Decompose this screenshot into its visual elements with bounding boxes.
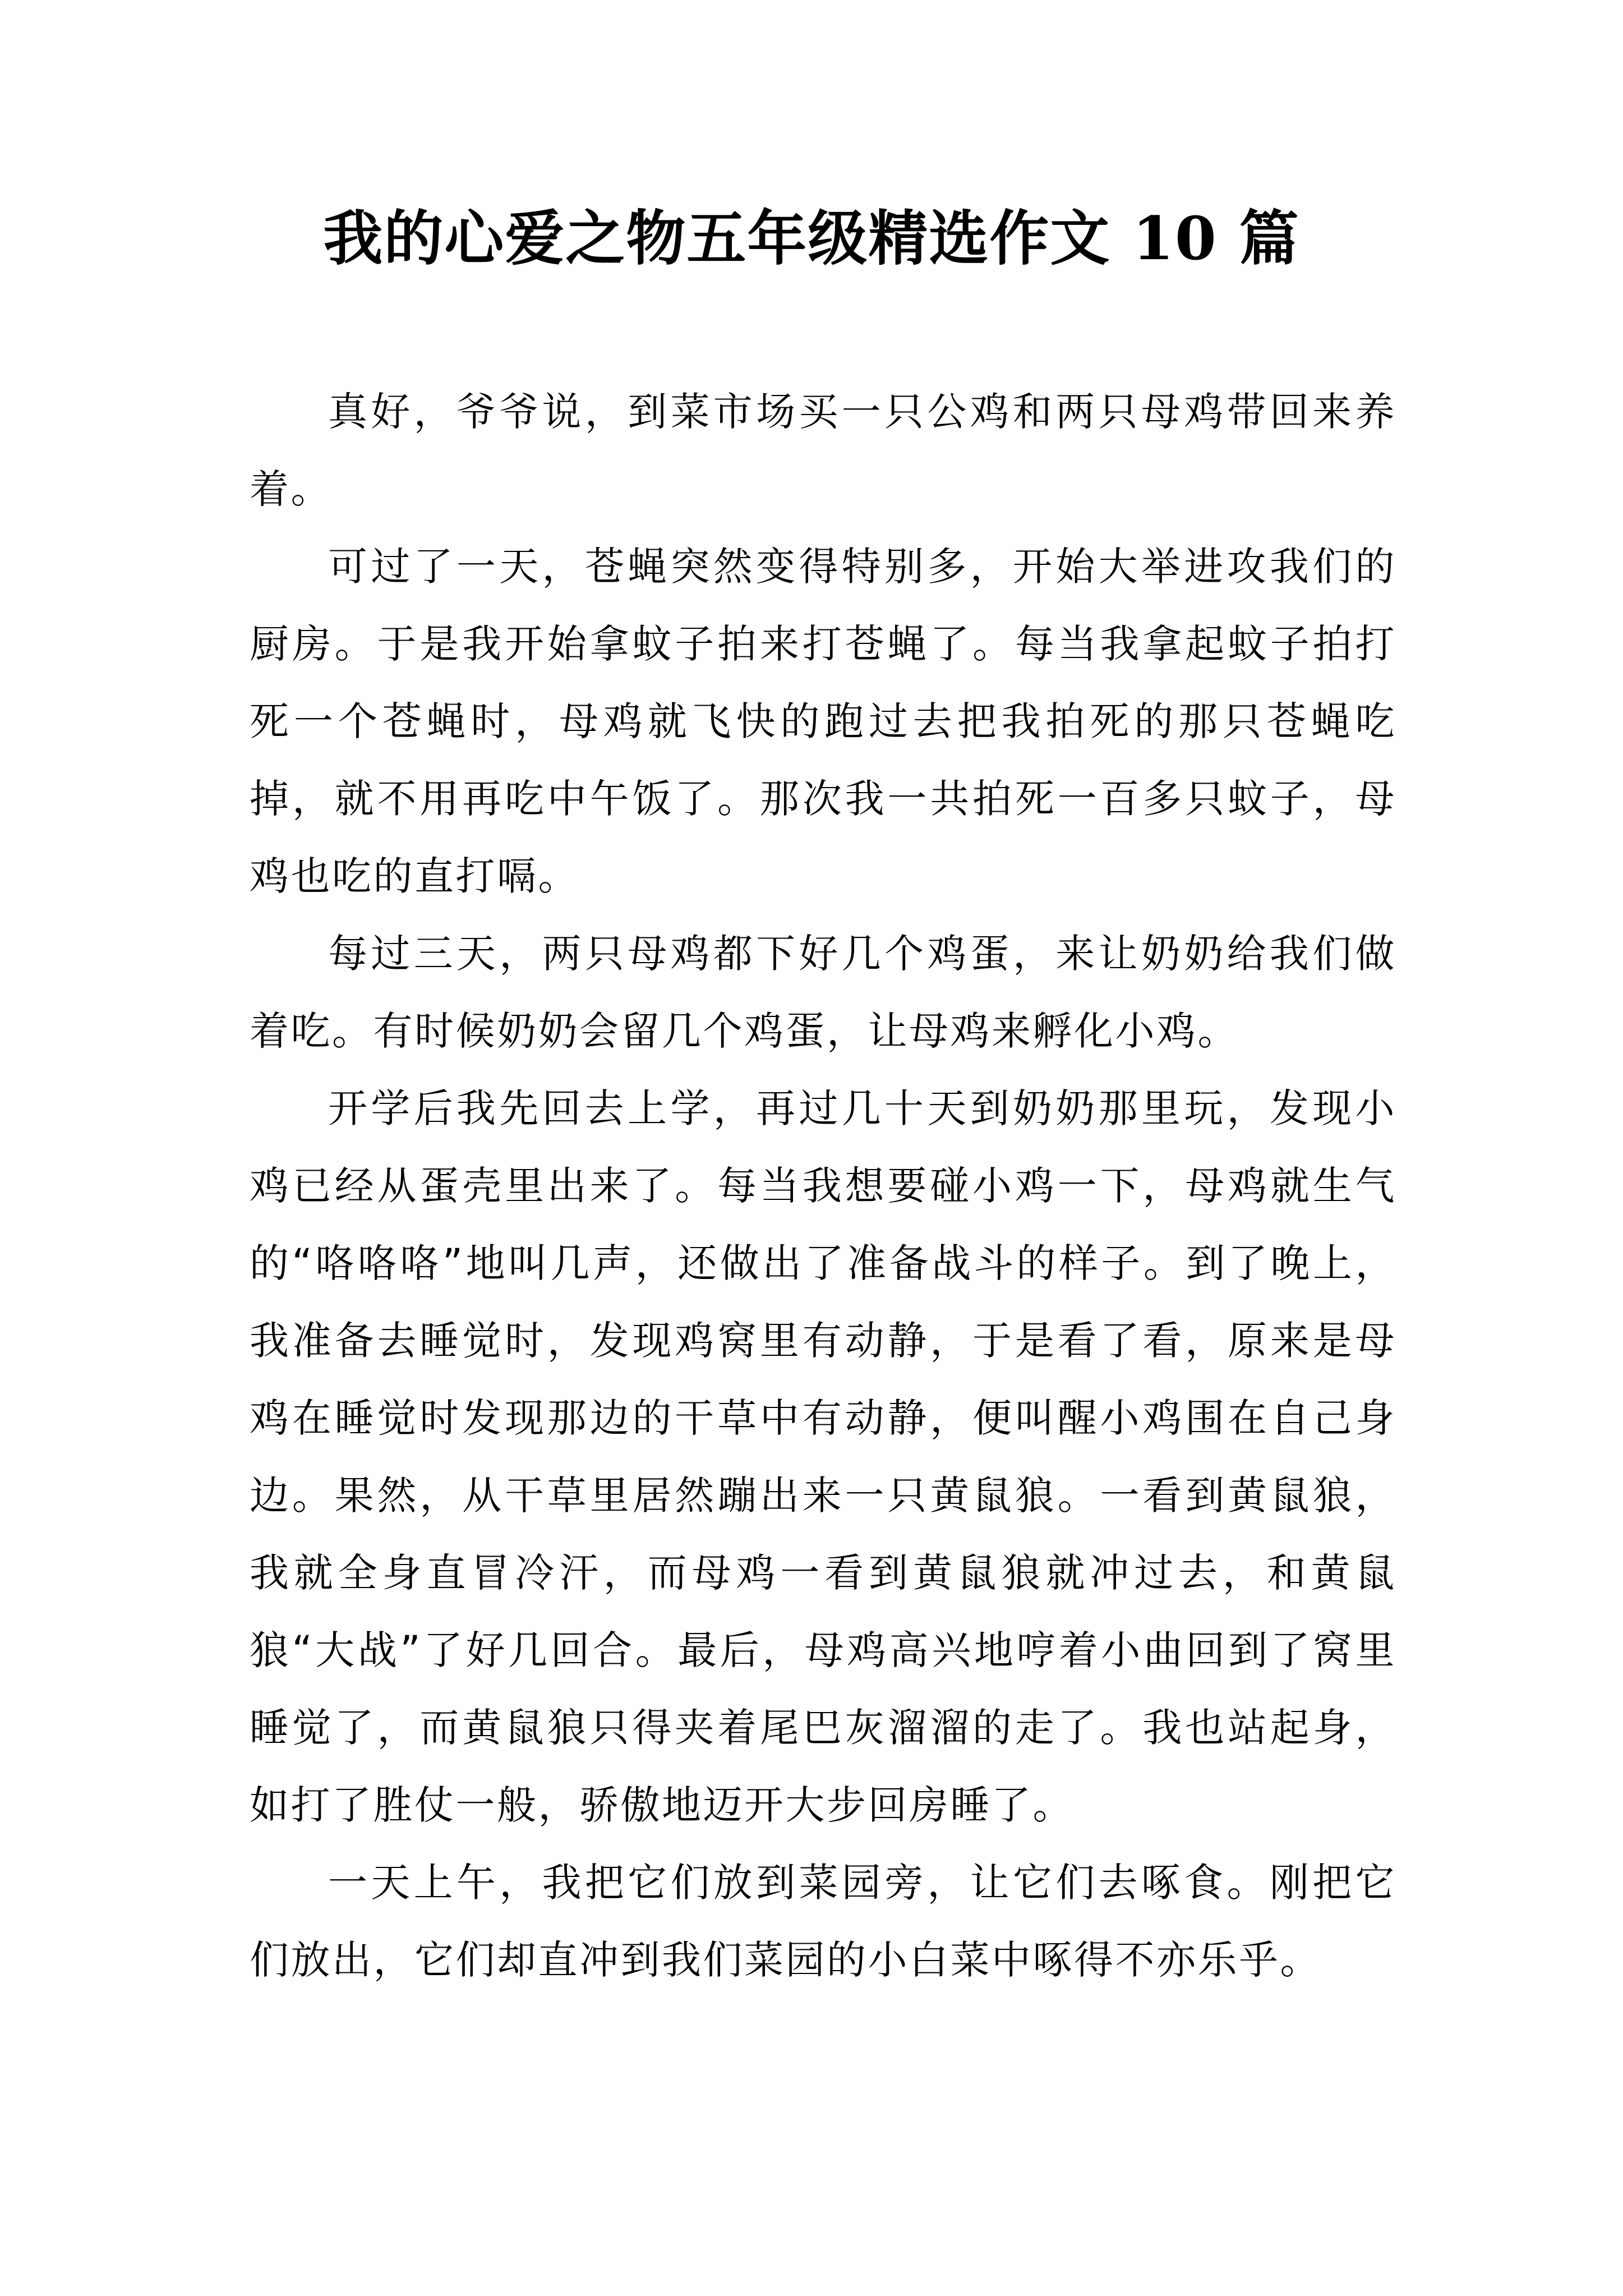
paragraph: 开学后我先回去上学，再过几十天到奶奶那里玩，发现小鸡已经从蛋壳里出来了。每当我想要碰小鸡一下，母鸡就生气的“咯咯咯”地叫几声，还做出了准备战斗的样子。到了晚上，我准备去睡觉时，发现鸡窝里有动静，于是看了看，原来是母鸡在睡觉时发现那边的干草中有动静，便叫醒小鸡围在自己身边。果然，从干草里居然蹦出来一只黄鼠狼。一看到黄鼠狼，我就全身直冒冷汗，而母鸡一看到黄鼠狼就冲过去，和黄鼠狼“大战”了好几回合。最后，母鸡高兴地哼着小曲回到了窝里睡觉了，而黄鼠狼只得夹着尾巴灰溜溜的走了。我也站起身，如打了胜仗一般，骄傲地迈开大步回房睡了。 bbox=[250, 1085, 1396, 1828]
document-body bbox=[250, 373, 1396, 1999]
document-title: 我的心爱之物五年级精选作文 10 篇 bbox=[323, 203, 1300, 273]
paragraph: 可过了一天，苍蝇突然变得特别多，开始大举进攻我们的厨房。于是我开始拿蚊子拍来打苍蝇了。每当我拿起蚊子拍打死一个苍蝇时，母鸡就飞快的跑过去把我拍死的那只苍蝇吃掉，就不用再吃中午饭了。那次我一共拍死一百多只蚊子，母鸡也吃的直打嗝。 bbox=[250, 544, 1396, 899]
paragraph: 每过三天，两只母鸡都下好几个鸡蛋，来让奶奶给我们做着吃。有时候奶奶会留几个鸡蛋，让母鸡来孵化小鸡。 bbox=[250, 931, 1396, 1054]
paragraph: 一天上午，我把它们放到菜园旁，让它们去啄食。刚把它们放出，它们却直冲到我们菜园的小白菜中啄得不亦乐乎。 bbox=[250, 1860, 1396, 1983]
paragraph: 真好，爷爷说，到菜市场买一只公鸡和两只母鸡带回来养着。 bbox=[250, 389, 1396, 512]
